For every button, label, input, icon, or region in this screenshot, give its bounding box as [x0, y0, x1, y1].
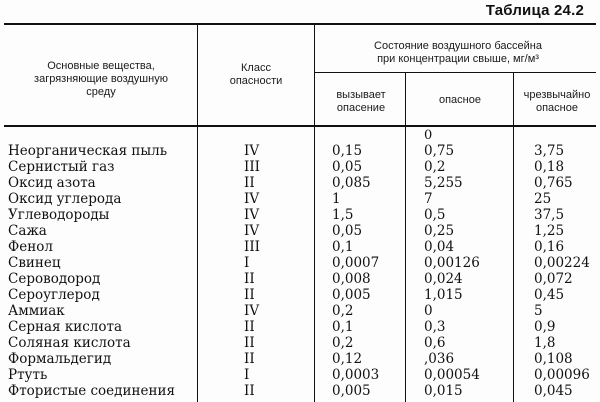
extreme-value: 0,18 — [534, 159, 565, 175]
hazard-class: III — [244, 159, 260, 175]
hazard-class: IV — [244, 207, 260, 223]
table-row — [0, 191, 600, 207]
subheader-rule — [314, 72, 596, 73]
table-title: Таблица 24.2 — [485, 2, 584, 19]
extreme-value: 37,5 — [534, 207, 565, 223]
extreme-value: 0,765 — [534, 175, 573, 191]
table-row — [0, 319, 600, 335]
concern-value: 0,2 — [332, 303, 354, 319]
header-concern — [318, 89, 404, 115]
header-bottom-rule — [4, 125, 596, 127]
dangerous-value: 5,255 — [424, 175, 463, 191]
dangerous-value: 0,5 — [424, 207, 446, 223]
hazard-class: II — [244, 383, 255, 399]
table-row — [0, 143, 600, 159]
hazard-class: I — [244, 255, 250, 271]
header-substances-line: среду — [86, 86, 116, 98]
dangerous-value: 0,015 — [424, 383, 463, 399]
extreme-value: 0,00224 — [534, 255, 590, 271]
table-row — [0, 175, 600, 191]
hazard-class: II — [244, 319, 255, 335]
dangerous-value: 1,015 — [424, 287, 463, 303]
substance-name: Серная кислота — [8, 319, 123, 335]
header-state-line: при концентрации свыше, мг/м³ — [377, 53, 539, 65]
dangerous-value: 0,3 — [424, 319, 446, 335]
dangerous-value: 7 — [424, 191, 433, 207]
substance-name: Сероуглерод — [8, 287, 100, 303]
header-concern-line: вызывает — [336, 89, 386, 101]
concern-value: 0,12 — [332, 351, 363, 367]
hazard-class: IV — [244, 191, 260, 207]
substance-name: Фенол — [8, 239, 53, 255]
header-extremely-dangerous — [516, 89, 598, 115]
table-row — [0, 207, 600, 223]
hazard-class: I — [244, 367, 250, 383]
dangerous-value: 0,00054 — [424, 367, 480, 383]
hazard-class: II — [244, 351, 255, 367]
header-class-line: опасности — [229, 75, 283, 87]
header-concern-line: опасение — [336, 102, 386, 114]
dangerous-value: 0,00126 — [424, 255, 480, 271]
concern-value: 1,5 — [332, 207, 354, 223]
extreme-value: 1,8 — [534, 335, 556, 351]
substance-name: Сероводород — [8, 271, 101, 287]
hazard-class: III — [244, 239, 260, 255]
concern-value: 0,1 — [332, 319, 354, 335]
header-substances-line: загрязняющие воздушную — [34, 73, 168, 85]
hazard-class: II — [244, 335, 255, 351]
header-hazard-class — [200, 62, 312, 88]
concern-value: 0,005 — [332, 287, 371, 303]
extreme-value: 0,45 — [534, 287, 565, 303]
substance-name: Сернистый газ — [8, 159, 115, 175]
table-row — [0, 367, 600, 383]
substance-name: Оксид углерода — [8, 191, 122, 207]
dangerous-value: 0 — [424, 303, 433, 319]
table-row — [0, 255, 600, 271]
header-substances — [8, 60, 194, 99]
concern-value: 0,005 — [332, 383, 371, 399]
extreme-value: 0,16 — [534, 239, 565, 255]
extreme-value: 0,00096 — [534, 367, 590, 383]
table-row — [0, 351, 600, 367]
concern-value: 0,008 — [332, 271, 371, 287]
extreme-value: 0,108 — [534, 351, 573, 367]
substance-name: Неорганическая пыль — [8, 143, 168, 159]
header-state-line: Состояние воздушного бассейна — [374, 40, 542, 52]
header-extreme-line: опасное — [535, 102, 578, 114]
substance-name: Формальдегид — [8, 351, 112, 367]
extreme-value: 0,072 — [534, 271, 573, 287]
stray-zero-mark: 0 — [424, 128, 433, 143]
hazard-class: II — [244, 287, 255, 303]
table-row — [0, 383, 600, 399]
dangerous-value: 0,6 — [424, 335, 446, 351]
concern-value: 1 — [332, 191, 341, 207]
substance-name: Ртуть — [8, 367, 48, 383]
hazard-class: II — [244, 271, 255, 287]
hazard-class: IV — [244, 143, 260, 159]
table-row — [0, 223, 600, 239]
table-row — [0, 335, 600, 351]
hazard-class: II — [244, 175, 255, 191]
concern-value: 0,2 — [332, 335, 354, 351]
header-dangerous — [408, 94, 512, 107]
dangerous-value: ,036 — [424, 351, 455, 367]
substance-name: Свинец — [8, 255, 61, 271]
dangerous-value: 0,75 — [424, 143, 455, 159]
concern-value: 0,085 — [332, 175, 371, 191]
substance-name: Соляная кислота — [8, 335, 131, 351]
concern-value: 0,0003 — [332, 367, 380, 383]
table-row — [0, 287, 600, 303]
header-substances-line: Основные вещества, — [47, 60, 155, 72]
extreme-value: 0,9 — [534, 319, 556, 335]
hazard-class: IV — [244, 303, 260, 319]
extreme-value: 0,045 — [534, 383, 573, 399]
table-row — [0, 159, 600, 175]
concern-value: 0,05 — [332, 223, 363, 239]
concern-value: 0,05 — [332, 159, 363, 175]
substance-name: Аммиак — [8, 303, 65, 319]
extreme-value: 3,75 — [534, 143, 565, 159]
extreme-value: 1,25 — [534, 223, 565, 239]
top-rule — [4, 23, 596, 25]
extreme-value: 5 — [534, 303, 543, 319]
table-body — [0, 143, 600, 399]
concern-value: 0,0007 — [332, 255, 380, 271]
dangerous-value: 0,04 — [424, 239, 455, 255]
extreme-value: 25 — [534, 191, 552, 207]
dangerous-value: 0,2 — [424, 159, 446, 175]
concern-value: 0,15 — [332, 143, 363, 159]
header-extreme-line: чрезвычайно — [523, 89, 591, 101]
table-row — [0, 271, 600, 287]
table-row — [0, 303, 600, 319]
header-air-state — [318, 40, 598, 66]
substance-name: Углеводороды — [8, 207, 110, 223]
substance-name: Сажа — [8, 223, 47, 239]
header-dangerous-line: опасное — [438, 94, 481, 106]
hazard-class: IV — [244, 223, 260, 239]
header-class-line: Класс — [241, 62, 271, 74]
substance-name: Фтористые соединения — [8, 383, 175, 399]
dangerous-value: 0,024 — [424, 271, 463, 287]
substance-name: Оксид азота — [8, 175, 96, 191]
table-row — [0, 239, 600, 255]
concern-value: 0,1 — [332, 239, 354, 255]
dangerous-value: 0,25 — [424, 223, 455, 239]
